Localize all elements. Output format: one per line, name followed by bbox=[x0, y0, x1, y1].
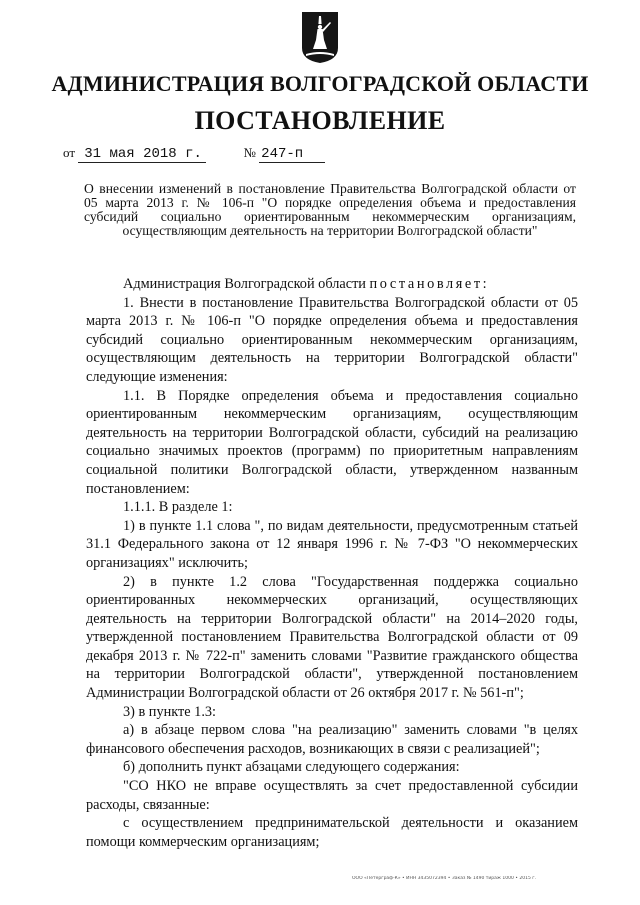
number-prefix: № bbox=[243, 145, 256, 160]
intro-resolution-word: постановляет: bbox=[369, 276, 490, 292]
document-number: 247-п bbox=[259, 146, 325, 163]
body-paragraph: 3) в пункте 1.3: bbox=[123, 703, 217, 720]
body-paragraph: 1.1.1. В разделе 1: bbox=[123, 499, 233, 516]
body-paragraph: 1.1. В Порядке определения объема и предоставления социально ориентированным некоммерческим организациям, осуществляющим деятельность на территории Волгоградской области, субсидий на реализацию социально значимых проектов (программ) по приоритетным направлениям социальной политики Волгоградской области, утвержденном названным постановлением: bbox=[86, 387, 578, 497]
document-body bbox=[86, 275, 578, 851]
body-paragraph: "СО НКО не вправе осуществлять за счет предоставленной субсидии расходы, связанные: bbox=[86, 778, 578, 813]
document-subject: О внесении изменений в постановление Правительства Волгоградской области от 05 марта 2013 г. № 106-п "О порядке определения объема и предоставления субсидий социально ориентированным некоммерческим организациям, осуществляющим деятельность на территории Волгоградской области" bbox=[84, 181, 576, 238]
body-paragraph: 1) в пункте 1.1 слова ", по видам деятельности, предусмотренным статьей 31.1 Федерального закона от 12 января 1996 г. № 7-ФЗ "О некоммерческих организациях" исключить; bbox=[86, 517, 578, 571]
date-prefix: от bbox=[63, 145, 76, 160]
body-paragraph: с осуществлением предпринимательской деятельности и оказанием помощи коммерческим организациям; bbox=[86, 815, 578, 850]
printer-footer: ООО «Петерграф-К» • ИНН 3435072394 • Заказ № 1490 тираж 1000 • 2015 г. bbox=[352, 876, 537, 881]
intro-text: Администрация Волгоградской области bbox=[123, 276, 370, 292]
organization-title: АДМИНИСТРАЦИЯ ВОЛГОГРАДСКОЙ ОБЛАСТИ bbox=[51, 71, 589, 96]
body-paragraph: 2) в пункте 1.2 слова "Государственная поддержка социально ориентированных некоммерческих организаций, осуществляющих деятельность на территории Волгоградской области" на 2014–2020 годы, утвержденной постановлением Правительства Волгоградской области от 09 декабря 2013 г. № 722-п" заменить словами "Развитие гражданского общества на территории Волгоградской области", утвержденной постановлением Администрации Волгоградской области от 26 октября 2017 г. № 561-п"; bbox=[86, 573, 578, 702]
body-paragraph: б) дополнить пункт абзацами следующего содержания: bbox=[123, 759, 460, 776]
intro-paragraph bbox=[86, 275, 578, 294]
document-date: 31 мая 2018 г. bbox=[78, 146, 206, 163]
coat-of-arms-icon bbox=[300, 10, 340, 64]
date-number-line bbox=[63, 145, 325, 163]
document-type-title: ПОСТАНОВЛЕНИЕ bbox=[194, 106, 446, 135]
body-paragraph: а) в абзаце первом слова "на реализацию" заменить словами "в целях финансового обеспечения расходов, возникающих в связи с реализацией"; bbox=[86, 722, 578, 757]
body-paragraph: 1. Внести в постановление Правительства Волгоградской области от 05 марта 2013 г. № 106-п "О порядке определения объема и предоставления субсидий социально ориентированным некоммерческим организациям, осуществляющим деятельность на территории Волгоградской области" следующие изменения: bbox=[86, 294, 578, 385]
